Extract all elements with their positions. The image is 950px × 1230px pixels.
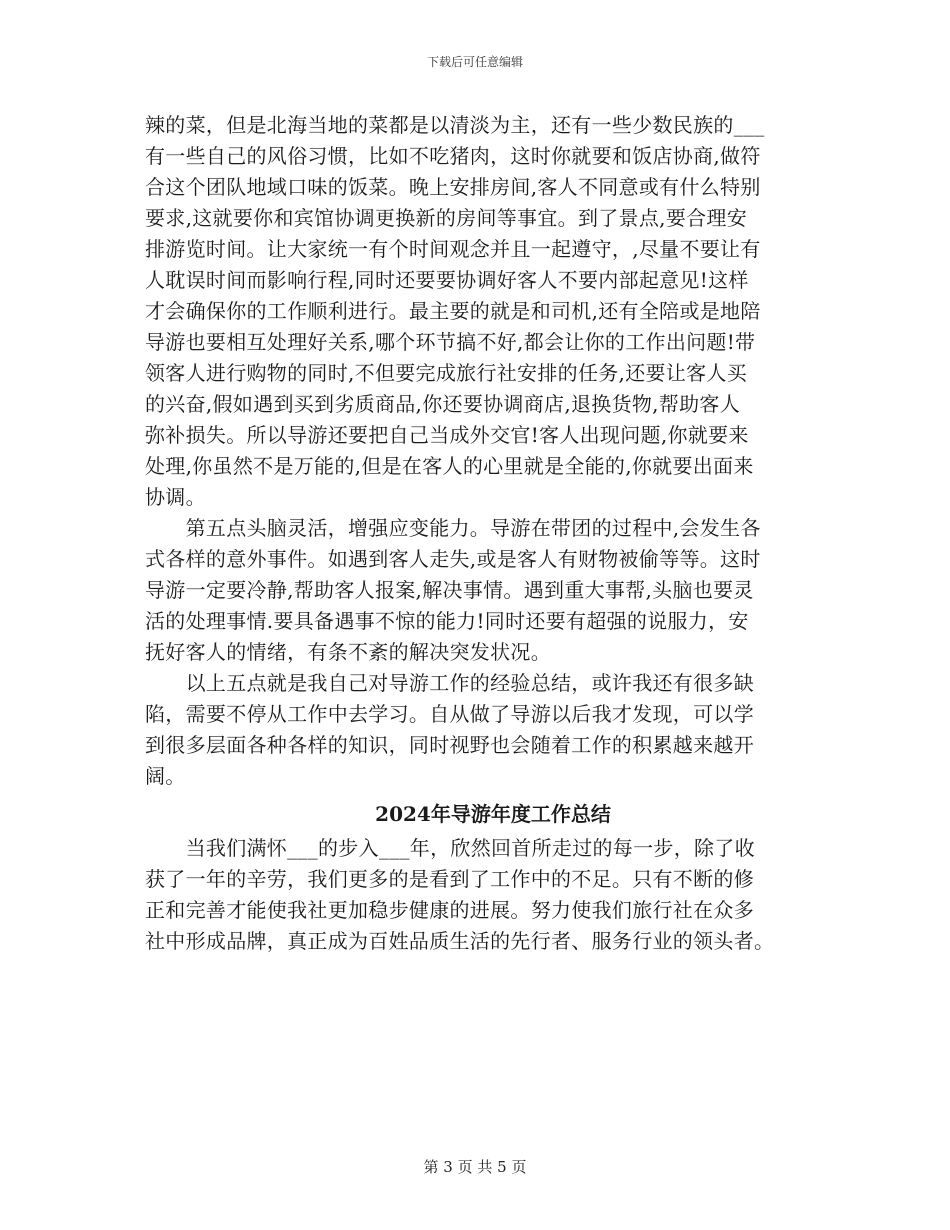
text-line: 人耽误时间而影响行程,同时还要要协调好客人不要内部起意见!这样 xyxy=(145,268,749,292)
text-line: 处理,你虽然不是万能的,但是在客人的心里就是全能的,你就要出面来 xyxy=(145,454,754,478)
text-line: 导游一定要冷静,帮助客人报案,解决事情。遇到重大事帮,头脑也要灵 xyxy=(145,578,754,602)
text-line: 当我们满怀___的步入___年，欣然回首所走过的每一步，除了收 xyxy=(145,836,755,860)
text-line: 正和完善才能使我社更加稳步健康的进展。努力使我们旅行社在众多 xyxy=(145,898,754,922)
text-line: 导游也要相互处理好关系,哪个环节搞不好,都会让你的工作出问题!带 xyxy=(145,330,756,354)
paragraph-1 xyxy=(145,110,811,513)
text-line: 到很多层面各种各样的知识，同时视野也会随着工作的积累越来越开 xyxy=(145,733,754,757)
text-line: 活的处理事情.要具备遇事不惊的能力!同时还要有超强的说服力，安 xyxy=(145,609,749,633)
document-body xyxy=(145,110,811,957)
text-line: 辣的菜，但是北海当地的菜都是以清淡为主，还有一些少数民族的___ xyxy=(145,113,765,137)
text-line: 有一些自己的风俗习惯，比如不吃猪肉，这时你就要和饭店协商,做符 xyxy=(145,144,761,168)
text-line: 以上五点就是我自己对导游工作的经验总结，或许我还有很多缺 xyxy=(145,671,754,695)
page-number: 第 3 页 共 5 页 xyxy=(423,1158,527,1176)
paragraph-3 xyxy=(145,668,811,792)
text-line: 合这个团队地域口味的饭菜。晚上安排房间,客人不同意或有什么特别 xyxy=(145,175,761,199)
text-line: 要求,这就要你和宾馆协调更换新的房间等事宜。到了景点,要合理安 xyxy=(145,206,748,230)
text-line: 陷，需要不停从工作中去学习。自从做了导游以后我才发现，可以学 xyxy=(145,702,754,726)
header-note: 下载后可任意编辑 xyxy=(426,55,523,69)
text-line: 协调。 xyxy=(145,485,206,509)
text-line: 弥补损失。所以导游还要把自己当成外交官!客人出现问题,你就要来 xyxy=(145,423,749,447)
text-line: 的兴奋,假如遇到买到劣质商品,你还要协调商店,退换货物,帮助客人 xyxy=(145,392,741,416)
text-line: 获了一年的辛劳，我们更多的是看到了工作中的不足。只有不断的修 xyxy=(145,867,754,891)
text-line: 式各样的意外事件。如遇到客人走失,或是客人有财物被偷等等。这时 xyxy=(145,547,761,571)
text-line: 第五点头脑灵活，增强应变能力。导游在带团的过程中,会发生各 xyxy=(145,516,761,540)
section-heading: 2024年导游年度工作总结 xyxy=(375,802,611,826)
paragraph-4 xyxy=(145,833,811,957)
text-line: 领客人进行购物的同时,不但要完成旅行社安排的任务,还要让客人买 xyxy=(145,361,748,385)
text-line: 抚好客人的情绪，有条不紊的解决突发状况。 xyxy=(145,640,551,664)
text-line: 阔。 xyxy=(145,764,186,788)
text-line: 社中形成品牌，真正成为百姓品质生活的先行者、服务行业的领头者。 xyxy=(145,929,775,953)
text-line: 排游览时间。让大家统一有个时间观念并且一起遵守，,尽量不要让有 xyxy=(145,237,761,261)
paragraph-2 xyxy=(145,513,811,668)
text-line: 才会确保你的工作顺利进行。最主要的就是和司机,还有全陪或是地陪 xyxy=(145,299,761,323)
